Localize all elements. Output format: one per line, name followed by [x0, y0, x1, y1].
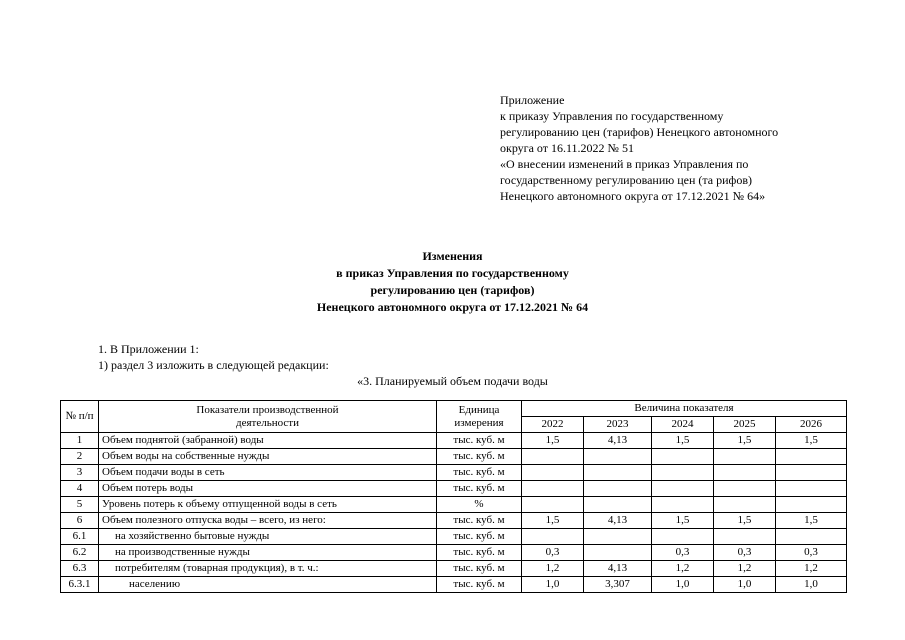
- row-number: 6.1: [61, 529, 99, 545]
- row-value: [584, 481, 652, 497]
- row-value: 1,2: [776, 561, 847, 577]
- row-value: 1,0: [714, 577, 776, 593]
- row-value: 4,13: [584, 433, 652, 449]
- row-value: [714, 481, 776, 497]
- row-value: 0,3: [714, 545, 776, 561]
- header-year: 2025: [714, 417, 776, 433]
- row-value: [714, 465, 776, 481]
- row-value: 1,0: [776, 577, 847, 593]
- title-line: Изменения: [422, 249, 483, 263]
- header-num: [61, 401, 99, 433]
- row-indicator: на хозяйственно бытовые нужды: [99, 529, 437, 545]
- row-value: [714, 497, 776, 513]
- row-value: 1,0: [522, 577, 584, 593]
- header-year: 2022: [522, 417, 584, 433]
- row-value: 1,5: [776, 433, 847, 449]
- row-value: 3,307: [584, 577, 652, 593]
- row-number: 3: [61, 465, 99, 481]
- water-supply-table: [60, 400, 847, 593]
- row-indicator: Объем потерь воды: [99, 481, 437, 497]
- row-value: 1,5: [652, 433, 714, 449]
- header-year: 2024: [652, 417, 714, 433]
- row-indicator: Объем поднятой (забранной) воды: [99, 433, 437, 449]
- row-value: [714, 529, 776, 545]
- title-line: Ненецкого автономного округа от 17.12.2021 № 64: [316, 300, 589, 314]
- row-value: 1,5: [714, 513, 776, 529]
- header-year: 2026: [776, 417, 847, 433]
- row-indicator: Уровень потерь к объему отпущенной воды в сеть: [99, 497, 437, 513]
- row-indicator: Объем подачи воды в сеть: [99, 465, 437, 481]
- row-value: [584, 465, 652, 481]
- row-value: [652, 529, 714, 545]
- row-value: 4,13: [584, 561, 652, 577]
- row-value: 1,5: [522, 513, 584, 529]
- row-value: [652, 449, 714, 465]
- row-value: [652, 465, 714, 481]
- header-indicator-text: Показатели производственной деятельности: [196, 403, 339, 429]
- row-unit: %: [437, 497, 522, 513]
- header-value-group: Величина показателя: [522, 401, 847, 417]
- row-value: [584, 529, 652, 545]
- row-indicator: Объем воды на собственные нужды: [99, 449, 437, 465]
- row-value: [776, 465, 847, 481]
- table-row: [61, 497, 847, 513]
- title-line: в приказ Управления по государственному: [336, 266, 569, 280]
- table-row: [61, 433, 847, 449]
- appendix-line: государственному регулированию цен (та рифов): [500, 173, 752, 187]
- row-unit: тыс. куб. м: [437, 449, 522, 465]
- row-value: 1,5: [652, 513, 714, 529]
- row-value: [522, 465, 584, 481]
- table-row: [61, 545, 847, 561]
- row-value: [776, 529, 847, 545]
- row-value: 0,3: [522, 545, 584, 561]
- table-row: [61, 465, 847, 481]
- row-value: [714, 449, 776, 465]
- appendix-line: Приложение: [500, 93, 565, 107]
- row-value: 1,2: [714, 561, 776, 577]
- appendix-line: Ненецкого автономного округа от 17.12.2021 № 64»: [500, 189, 766, 203]
- table-row: [61, 513, 847, 529]
- header-unit-text: Единица измерения: [454, 403, 504, 429]
- row-number: 6.3.1: [61, 577, 99, 593]
- row-value: 1,2: [522, 561, 584, 577]
- intro-line-2: 1) раздел 3 изложить в следующей редакции:: [98, 358, 329, 372]
- row-indicator: населению: [99, 577, 437, 593]
- row-value: 1,2: [652, 561, 714, 577]
- row-number: 6.3: [61, 561, 99, 577]
- table-row: [61, 529, 847, 545]
- header-year: 2023: [584, 417, 652, 433]
- row-value: [776, 449, 847, 465]
- table-row: [61, 577, 847, 593]
- row-unit: тыс. куб. м: [437, 529, 522, 545]
- table-row: [61, 449, 847, 465]
- intro-line-1: 1. В Приложении 1:: [98, 342, 199, 356]
- row-value: 0,3: [652, 545, 714, 561]
- row-number: 4: [61, 481, 99, 497]
- row-unit: тыс. куб. м: [437, 545, 522, 561]
- row-indicator: потребителям (товарная продукция), в т. ч.:: [99, 561, 437, 577]
- intro-block: [98, 341, 329, 373]
- row-value: [652, 497, 714, 513]
- row-number: 2: [61, 449, 99, 465]
- row-indicator: Объем полезного отпуска воды – всего, из него:: [99, 513, 437, 529]
- row-value: [776, 497, 847, 513]
- document-title: [0, 248, 905, 316]
- appendix-block: [500, 92, 860, 204]
- row-value: [584, 449, 652, 465]
- row-value: [776, 481, 847, 497]
- title-line: регулированию цен (тарифов): [370, 283, 535, 297]
- row-number: 1: [61, 433, 99, 449]
- appendix-line: округа от 16.11.2022 № 51: [500, 141, 635, 155]
- table-row: [61, 481, 847, 497]
- row-unit: тыс. куб. м: [437, 577, 522, 593]
- appendix-line: к приказу Управления по государственному: [500, 109, 724, 123]
- row-value: [522, 497, 584, 513]
- row-value: 1,5: [776, 513, 847, 529]
- row-value: [522, 529, 584, 545]
- header-num-text: № п/п: [65, 410, 94, 422]
- row-number: 6: [61, 513, 99, 529]
- row-value: 4,13: [584, 513, 652, 529]
- table-row: [61, 561, 847, 577]
- section-title: «3. Планируемый объем подачи воды: [357, 374, 548, 388]
- row-value: 1,5: [522, 433, 584, 449]
- row-value: 1,5: [714, 433, 776, 449]
- row-unit: тыс. куб. м: [437, 433, 522, 449]
- row-number: 5: [61, 497, 99, 513]
- header-unit: [437, 401, 522, 433]
- row-value: [652, 481, 714, 497]
- row-unit: тыс. куб. м: [437, 513, 522, 529]
- row-unit: тыс. куб. м: [437, 561, 522, 577]
- row-value: [584, 497, 652, 513]
- row-indicator: на производственные нужды: [99, 545, 437, 561]
- appendix-line: «О внесении изменений в приказ Управления по: [500, 157, 749, 171]
- header-indicator: [99, 401, 437, 433]
- row-unit: тыс. куб. м: [437, 481, 522, 497]
- appendix-line: регулированию цен (тарифов) Ненецкого автономного: [500, 125, 779, 139]
- row-value: 0,3: [776, 545, 847, 561]
- row-number: 6.2: [61, 545, 99, 561]
- row-unit: тыс. куб. м: [437, 465, 522, 481]
- row-value: [522, 481, 584, 497]
- row-value: 1,0: [652, 577, 714, 593]
- row-value: [584, 545, 652, 561]
- row-value: [522, 449, 584, 465]
